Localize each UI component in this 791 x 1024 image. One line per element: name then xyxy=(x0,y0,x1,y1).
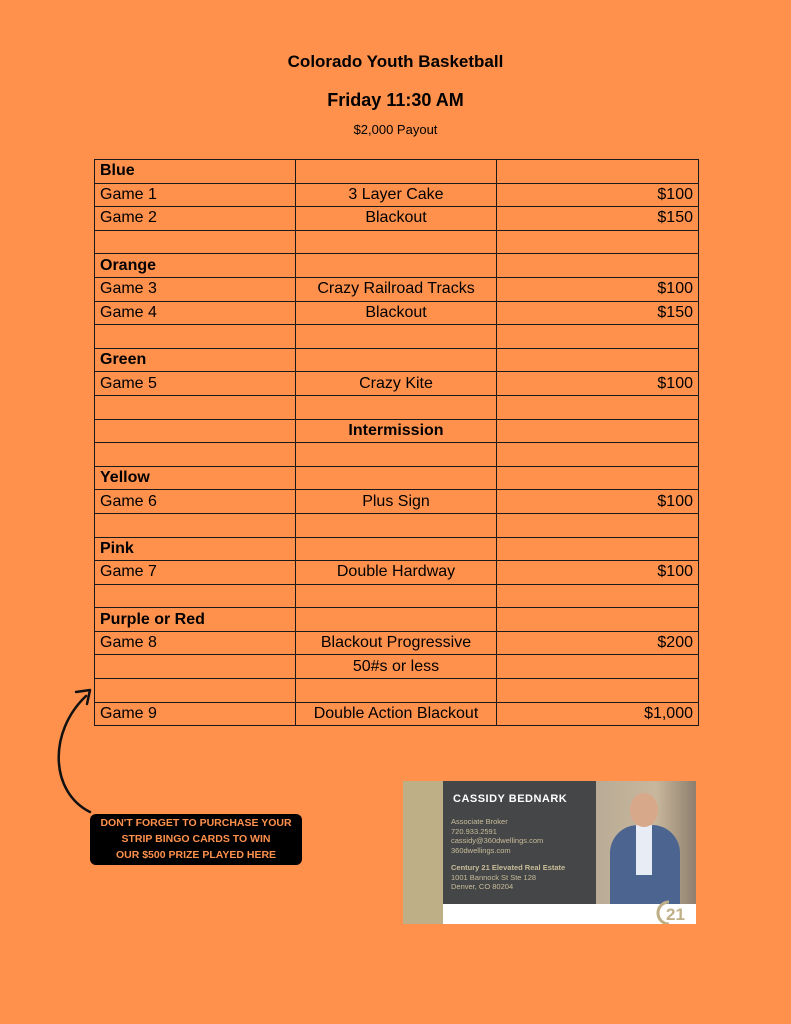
prize-amount xyxy=(497,608,699,632)
notice-line-3: OUR $500 PRIZE PLAYED HERE xyxy=(115,849,277,861)
prize-amount xyxy=(497,419,699,443)
game-pattern: Intermission xyxy=(296,419,497,443)
table-row xyxy=(95,419,699,443)
row-label: Game 8 xyxy=(95,631,296,655)
row-label: Game 6 xyxy=(95,490,296,514)
prize-amount xyxy=(497,679,699,703)
table-row xyxy=(95,372,699,396)
game-pattern xyxy=(296,443,497,467)
game-pattern xyxy=(296,513,497,537)
prize-amount xyxy=(497,348,699,372)
game-schedule-table xyxy=(94,159,699,726)
game-pattern: 3 Layer Cake xyxy=(296,183,497,207)
table-row xyxy=(95,395,699,419)
row-label xyxy=(95,395,296,419)
table-row xyxy=(95,655,699,679)
row-label: Yellow xyxy=(95,466,296,490)
broker-title: Associate Broker xyxy=(451,817,508,826)
broker-email: cassidy@360dwellings.com xyxy=(451,836,544,845)
table-row xyxy=(95,631,699,655)
row-label: Game 9 xyxy=(95,702,296,726)
row-label xyxy=(95,230,296,254)
game-pattern xyxy=(296,348,497,372)
prize-amount xyxy=(497,160,699,184)
table-row xyxy=(95,183,699,207)
prize-amount: $100 xyxy=(497,561,699,585)
card-gold-strip xyxy=(403,781,443,924)
game-pattern: Crazy Kite xyxy=(296,372,497,396)
table-row xyxy=(95,513,699,537)
row-label: Game 3 xyxy=(95,277,296,301)
prize-amount: $150 xyxy=(497,301,699,325)
row-label: Game 7 xyxy=(95,561,296,585)
row-label: Game 4 xyxy=(95,301,296,325)
row-label: Game 1 xyxy=(95,183,296,207)
row-label: Blue xyxy=(95,160,296,184)
prize-amount: $100 xyxy=(497,490,699,514)
broker-website: 360dwellings.com xyxy=(451,845,511,855)
table-row xyxy=(95,490,699,514)
table-row xyxy=(95,348,699,372)
table-row xyxy=(95,160,699,184)
table-row xyxy=(95,207,699,231)
prize-amount: $100 xyxy=(497,277,699,301)
notice-line-1: DON'T FORGET TO PURCHASE YOUR xyxy=(100,817,292,829)
prize-amount xyxy=(497,395,699,419)
prize-amount xyxy=(497,230,699,254)
game-pattern xyxy=(296,584,497,608)
page-title: Colorado Youth Basketball xyxy=(287,52,504,71)
row-label: Game 5 xyxy=(95,372,296,396)
curved-arrow-icon xyxy=(50,682,110,822)
game-pattern xyxy=(296,466,497,490)
prize-amount: $1,000 xyxy=(497,702,699,726)
century21-logo-icon xyxy=(655,899,691,924)
table-row xyxy=(95,230,699,254)
payout-total: $2,000 Payout xyxy=(353,122,438,137)
prize-amount: $100 xyxy=(497,372,699,396)
prize-amount xyxy=(497,655,699,679)
table-row xyxy=(95,301,699,325)
prize-amount xyxy=(497,254,699,278)
broker-name: CASSIDY BEDNARK xyxy=(453,793,568,805)
row-label xyxy=(95,513,296,537)
table-row xyxy=(95,537,699,561)
game-pattern: Blackout Progressive xyxy=(296,631,497,655)
table-row xyxy=(95,584,699,608)
broker-firm: Century 21 Elevated Real Estate xyxy=(451,863,566,872)
table-row xyxy=(95,466,699,490)
strip-bingo-notice xyxy=(90,814,302,865)
table-row xyxy=(95,443,699,467)
broker-phone: 720.933.2591 xyxy=(451,826,497,836)
prize-amount: $150 xyxy=(497,207,699,231)
row-label xyxy=(95,325,296,349)
prize-amount xyxy=(497,537,699,561)
row-label xyxy=(95,443,296,467)
table-row xyxy=(95,561,699,585)
prize-amount: $200 xyxy=(497,631,699,655)
table-row xyxy=(95,254,699,278)
broker-photo xyxy=(596,781,696,904)
prize-amount xyxy=(497,513,699,537)
prize-amount xyxy=(497,325,699,349)
row-label: Pink xyxy=(95,537,296,561)
broker-details xyxy=(451,817,565,892)
session-time: Friday 11:30 AM xyxy=(327,90,464,110)
broker-address-2: Denver, CO 80204 xyxy=(451,882,514,891)
game-pattern xyxy=(296,395,497,419)
row-label xyxy=(95,679,296,703)
prize-amount: $100 xyxy=(497,183,699,207)
game-pattern: Double Action Blackout xyxy=(296,702,497,726)
game-pattern: Blackout xyxy=(296,301,497,325)
row-label: Green xyxy=(95,348,296,372)
table-row xyxy=(95,325,699,349)
game-pattern: 50#s or less xyxy=(296,655,497,679)
row-label xyxy=(95,655,296,679)
game-pattern xyxy=(296,160,497,184)
game-pattern xyxy=(296,230,497,254)
business-card xyxy=(403,781,696,924)
table-row xyxy=(95,702,699,726)
table-row xyxy=(95,608,699,632)
logo-text: 21 xyxy=(666,905,685,924)
game-pattern xyxy=(296,325,497,349)
prize-amount xyxy=(497,466,699,490)
prize-amount xyxy=(497,443,699,467)
game-pattern: Blackout xyxy=(296,207,497,231)
broker-address-1: 1001 Bannock St Ste 128 xyxy=(451,872,537,882)
table-row xyxy=(95,679,699,703)
row-label: Orange xyxy=(95,254,296,278)
game-pattern: Crazy Railroad Tracks xyxy=(296,277,497,301)
game-pattern: Plus Sign xyxy=(296,490,497,514)
game-pattern xyxy=(296,537,497,561)
row-label xyxy=(95,584,296,608)
game-pattern xyxy=(296,679,497,703)
row-label xyxy=(95,419,296,443)
game-pattern xyxy=(296,608,497,632)
prize-amount xyxy=(497,584,699,608)
game-pattern xyxy=(296,254,497,278)
row-label: Game 2 xyxy=(95,207,296,231)
row-label: Purple or Red xyxy=(95,608,296,632)
game-pattern: Double Hardway xyxy=(296,561,497,585)
table-row xyxy=(95,277,699,301)
notice-line-2: STRIP BINGO CARDS TO WIN xyxy=(121,833,271,845)
